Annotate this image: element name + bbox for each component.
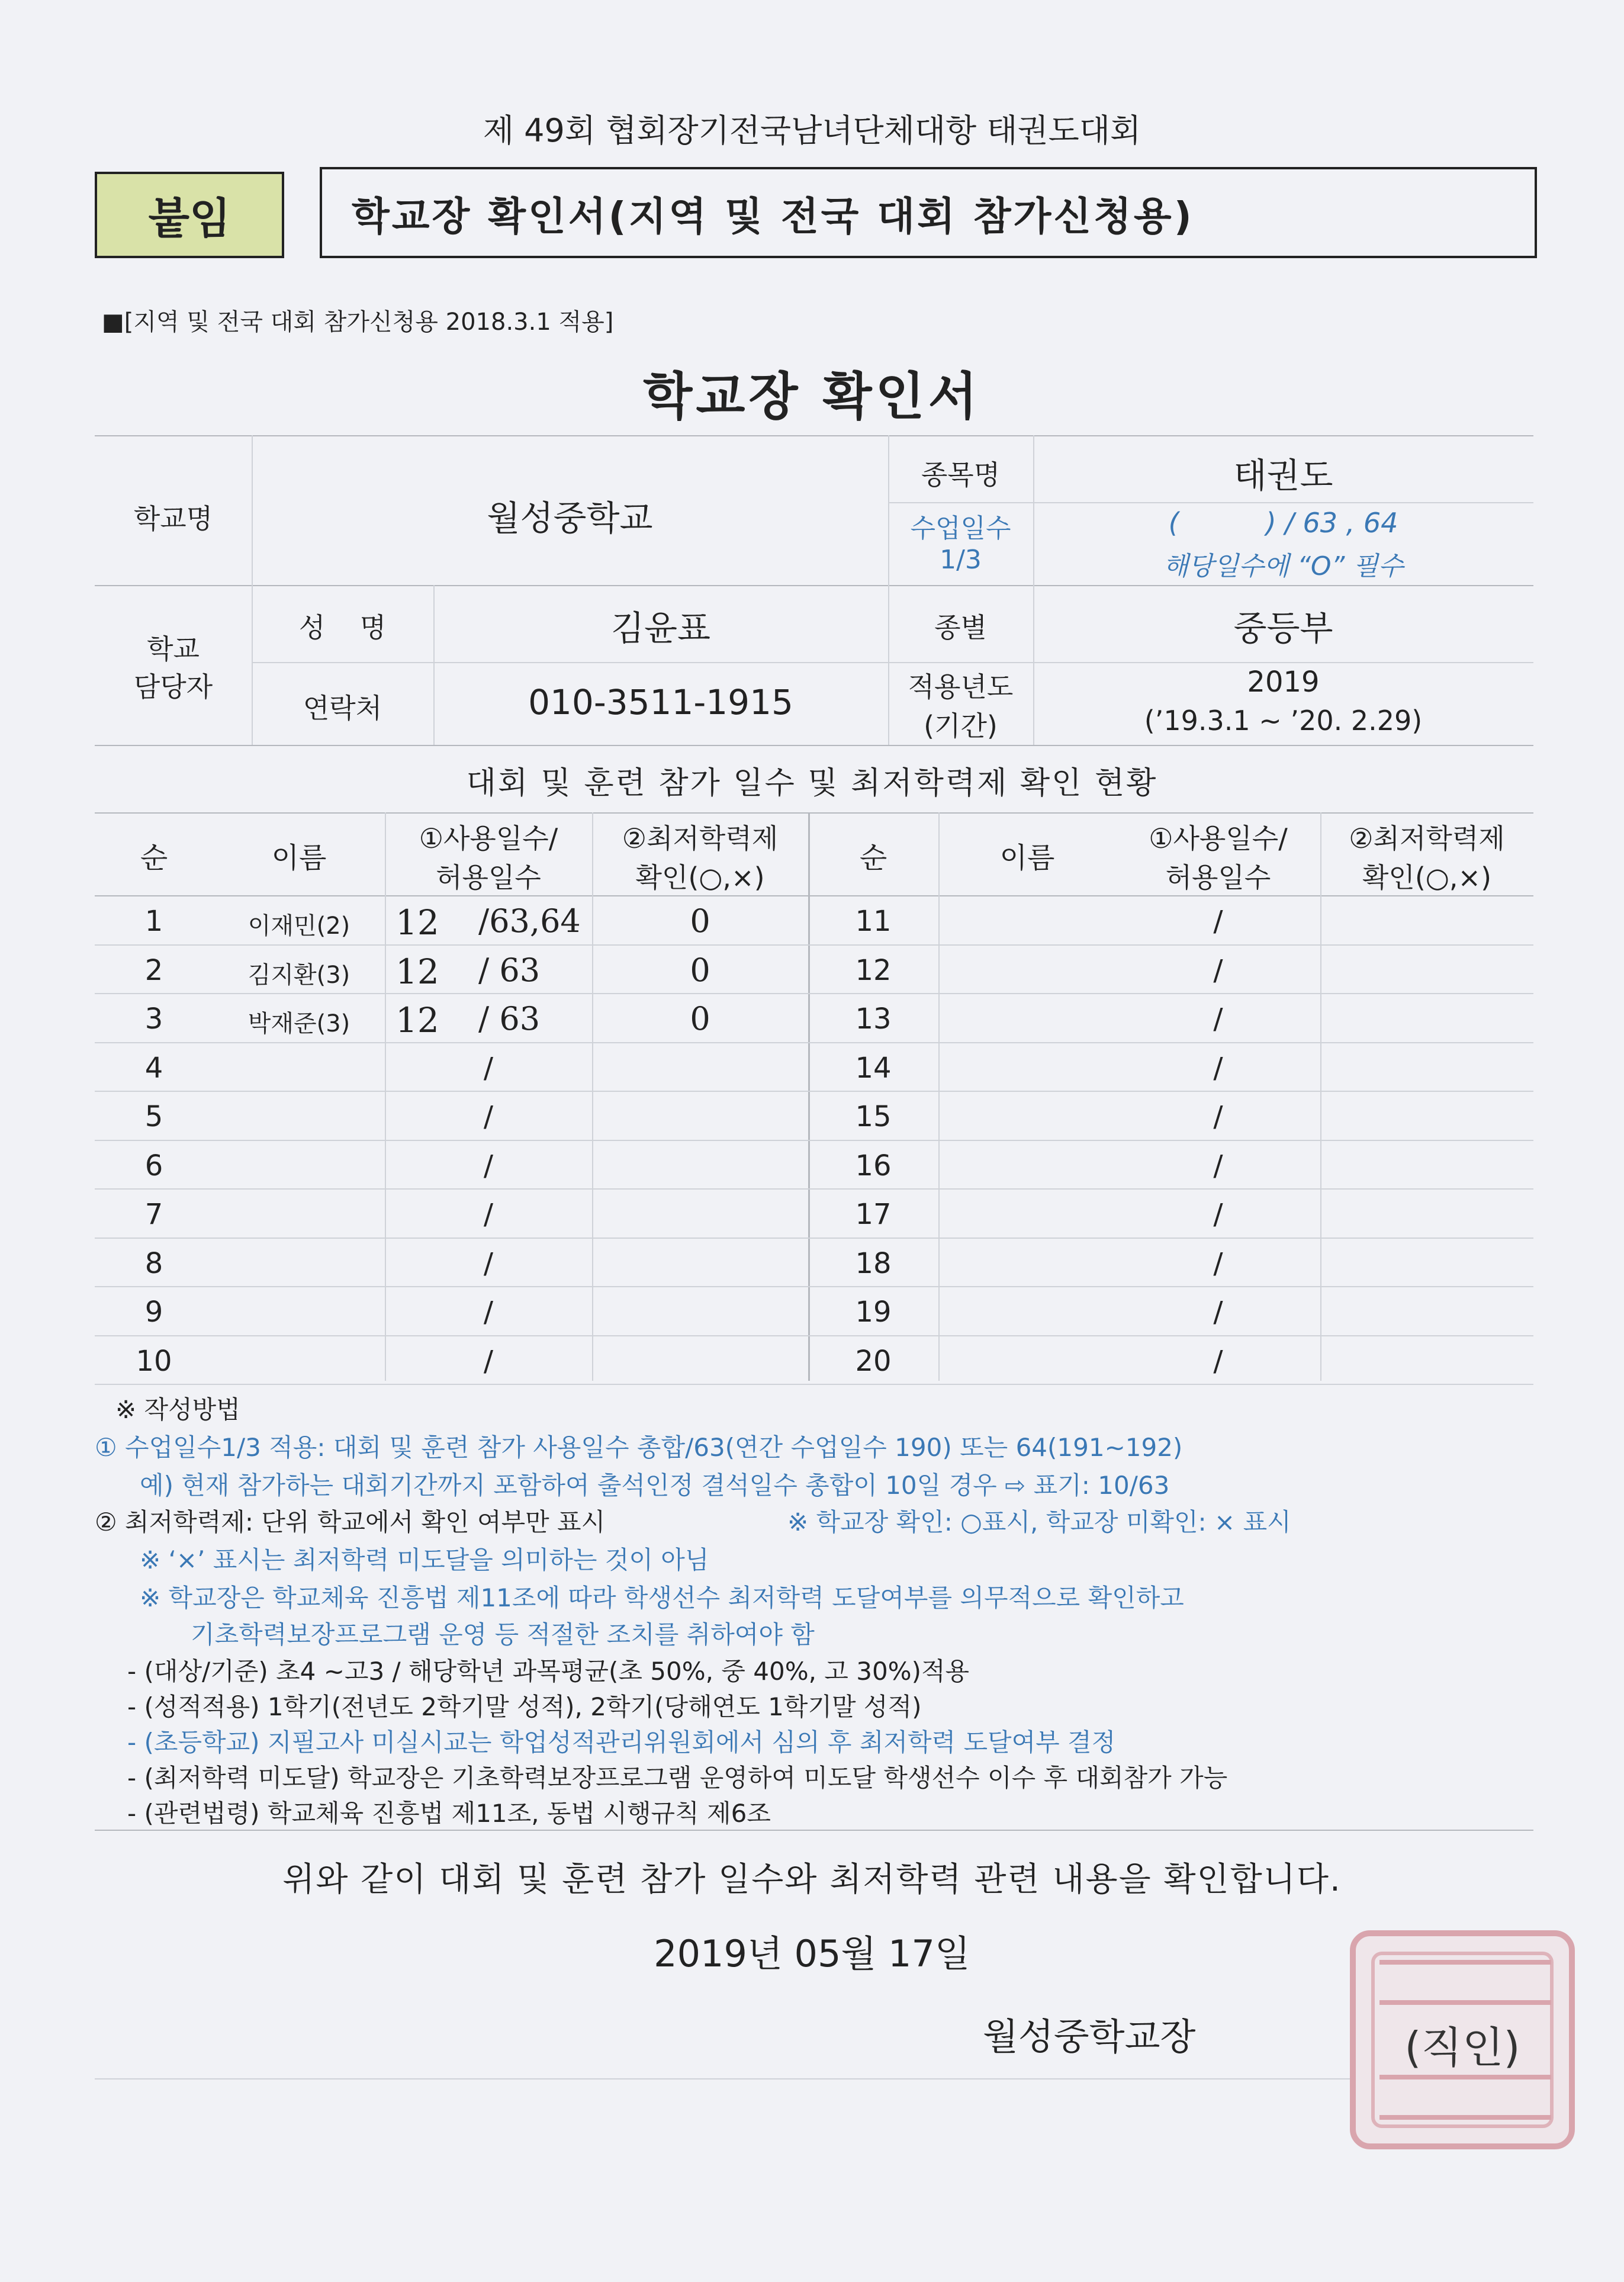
name-label: 성 명 [298, 612, 387, 644]
table-row-line [95, 1188, 1533, 1190]
row-number: 9 [144, 1296, 163, 1329]
contact-value: 010-3511-1915 [528, 682, 793, 722]
row-number: 8 [144, 1246, 163, 1280]
header-check-1-left: ②최저학력제 [622, 822, 779, 854]
days-slash: / [1213, 1002, 1223, 1036]
notes-heading: ※ 작성방법 [115, 1395, 240, 1424]
days-slash: / [1213, 1100, 1223, 1133]
row-number: 15 [855, 1100, 892, 1133]
used-days-handwritten: 12 [395, 951, 439, 992]
athlete-name: 이재민(2) [247, 912, 350, 940]
days-slash: / [1213, 953, 1223, 987]
classdays-label-2: 1/3 [940, 545, 982, 575]
header-days-1-right: ①사용일수/ [1149, 822, 1288, 854]
row-number: 14 [855, 1051, 892, 1085]
days-slash: / [483, 1149, 494, 1182]
min-academic-check: 0 [690, 1000, 710, 1037]
year-label-1: 적용년도 [908, 671, 1014, 703]
header-days-2-right: 허용일수 [1165, 862, 1271, 893]
note-1-line-1: ① 수업일수1/3 적용: 대회 및 훈련 참가 사용일수 총합/63(연간 수업일수 190) 또는 64(191~192) [95, 1433, 1183, 1462]
event-title: 제 49회 협회장기전국남녀단체대항 태권도대회 [483, 112, 1141, 149]
form-note: ■[지역 및 전국 대회 참가신청용 2018.3.1 적용] [102, 308, 614, 336]
days-slash: / [1213, 1149, 1223, 1182]
row-number: 13 [855, 1002, 892, 1036]
row-number: 3 [144, 1002, 163, 1036]
document-heading: 학교장 확인서(지역 및 전국 대회 참가신청용) [320, 167, 1537, 258]
classdays-label-1: 수업일수 [910, 513, 1011, 544]
header-check-2-left: 확인(○,×) [635, 862, 765, 893]
year-label-2: (기간) [924, 710, 998, 742]
contact-label: 연락처 [303, 692, 382, 724]
confirmation-date: 2019년 05월 17일 [654, 1932, 970, 1975]
name-value: 김윤표 [610, 608, 711, 648]
row-number: 17 [855, 1198, 892, 1231]
detail-3: - (초등학교) 지필고사 미실시교는 학업성적관리위원회에서 심의 후 최저학력 도달여부 결정 [127, 1728, 1116, 1757]
days-slash: / [483, 1100, 494, 1133]
row-number: 6 [144, 1149, 163, 1182]
row-number: 2 [144, 953, 163, 987]
header-no-left: 순 [140, 841, 168, 875]
header-check-1-right: ②최저학력제 [1349, 822, 1505, 854]
header-days-2-left: 허용일수 [436, 862, 541, 893]
table-row-line [95, 1384, 1533, 1385]
days-slash: / [483, 1051, 494, 1085]
note-1-line-2: 예) 현재 참가하는 대회기간까지 포함하여 출석인정 결석일수 총합이 10일 경우 ⇨ 표기: 10/63 [140, 1471, 1170, 1500]
athlete-name: 박재준(3) [247, 1010, 350, 1037]
manager-label-1: 학교 [147, 633, 200, 665]
table-row-line [95, 1335, 1533, 1336]
official-seal [1350, 1930, 1575, 2149]
allowed-days-handwritten: / 63 [478, 951, 541, 989]
table-row-line [95, 1238, 1533, 1239]
days-slash: / [1213, 1344, 1223, 1378]
row-number: 12 [855, 953, 892, 987]
detail-4: - (최저학력 미도달) 학교장은 기초학력보장프로그램 운영하여 미도달 학생선수 이수 후 대회참가 가능 [127, 1763, 1228, 1792]
manager-label-2: 담당자 [133, 671, 213, 703]
classdays-value-1: ( ) / 63 , 64 [1168, 507, 1398, 539]
row-number: 11 [855, 905, 892, 938]
row-number: 10 [136, 1344, 172, 1378]
days-slash: / [483, 1344, 494, 1378]
allowed-days-handwritten: /63,64 [478, 902, 581, 940]
note-2-a: ② 최저학력제: 단위 학교에서 확인 여부만 표시 [95, 1508, 606, 1537]
days-slash: / [483, 1296, 494, 1329]
used-days-handwritten: 12 [395, 1000, 439, 1040]
sport-value: 태권도 [1233, 455, 1333, 496]
days-slash: / [1213, 1198, 1223, 1231]
year-value-2: (’19.3.1 ~ ’20. 2.29) [1144, 705, 1423, 737]
detail-5: - (관련법령) 학교체육 진흥법 제11조, 동법 시행규칙 제6조 [127, 1799, 771, 1828]
min-academic-check: 0 [690, 902, 710, 940]
principal-title: 월성중학교장 [983, 2015, 1196, 2058]
table-row-line [95, 1140, 1533, 1141]
row-number: 16 [855, 1149, 892, 1182]
attachment-label: 붙임 [95, 172, 284, 258]
athlete-name: 김지환(3) [247, 961, 350, 989]
table-row-line [95, 1091, 1533, 1092]
header-no-right: 순 [859, 841, 887, 875]
row-number: 18 [855, 1246, 892, 1280]
school-value: 월성중학교 [487, 498, 653, 538]
header-days-1-left: ①사용일수/ [419, 822, 558, 854]
row-number: 5 [144, 1100, 163, 1133]
year-value-1: 2019 [1247, 666, 1320, 699]
row-number: 19 [855, 1296, 892, 1329]
table-title: 대회 및 훈련 참가 일수 및 최저학력제 확인 현황 [466, 766, 1158, 801]
header-name-right: 이름 [999, 841, 1055, 875]
detail-1: - (대상/기준) 초4 ~고3 / 해당학년 과목평균(초 50%, 중 40%, 고 30%)적용 [127, 1657, 970, 1686]
min-academic-check: 0 [690, 951, 710, 989]
days-slash: / [1213, 1246, 1223, 1280]
header-check-2-right: 확인(○,×) [1362, 862, 1492, 893]
info-top-line [95, 435, 1533, 436]
note-4-line-1: ※ 학교장은 학교체육 진흥법 제11조에 따라 학생선수 최저학력 도달여부를 의무적으로 확인하고 [140, 1583, 1184, 1612]
classdays-value-2: 해당일수에 “O” 필수 [1163, 551, 1404, 581]
days-slash: / [483, 1198, 494, 1231]
note-2-b: ※ 학교장 확인: ○표시, 학교장 미확인: × 표시 [787, 1508, 1291, 1537]
division-label: 종별 [934, 612, 987, 644]
table-row-line [95, 1286, 1533, 1287]
table-row-line [95, 1042, 1533, 1043]
days-slash: / [1213, 1051, 1223, 1085]
days-slash: / [1213, 1296, 1223, 1329]
header-name-left: 이름 [271, 841, 327, 875]
detail-2: - (성적적용) 1학기(전년도 2학기말 성적), 2학기(당해연도 1학기말 성적) [127, 1692, 922, 1721]
row-number: 20 [855, 1344, 892, 1378]
days-slash: / [1213, 905, 1223, 938]
used-days-handwritten: 12 [395, 902, 439, 943]
seal-label: (직인) [1404, 2023, 1520, 2072]
note-4-line-2: 기초학력보장프로그램 운영 등 적절한 조치를 취하여야 함 [191, 1620, 815, 1649]
row-number: 4 [144, 1051, 163, 1085]
days-slash: / [483, 1246, 494, 1280]
form-title: 학교장 확인서 [643, 367, 981, 426]
table-row-line [95, 944, 1533, 946]
table-row-line [95, 993, 1533, 994]
row-number: 7 [144, 1198, 163, 1231]
sport-label: 종목명 [921, 459, 1001, 491]
school-label: 학교명 [133, 503, 213, 535]
confirmation-statement: 위와 같이 대회 및 훈련 참가 일수와 최저학력 관련 내용을 확인합니다. [282, 1860, 1342, 1899]
allowed-days-handwritten: / 63 [478, 1000, 541, 1037]
division-value: 중등부 [1233, 608, 1333, 648]
note-3: ※ ‘×’ 표시는 최저학력 미도달을 의미하는 것이 아님 [140, 1545, 709, 1574]
row-number: 1 [144, 905, 163, 938]
